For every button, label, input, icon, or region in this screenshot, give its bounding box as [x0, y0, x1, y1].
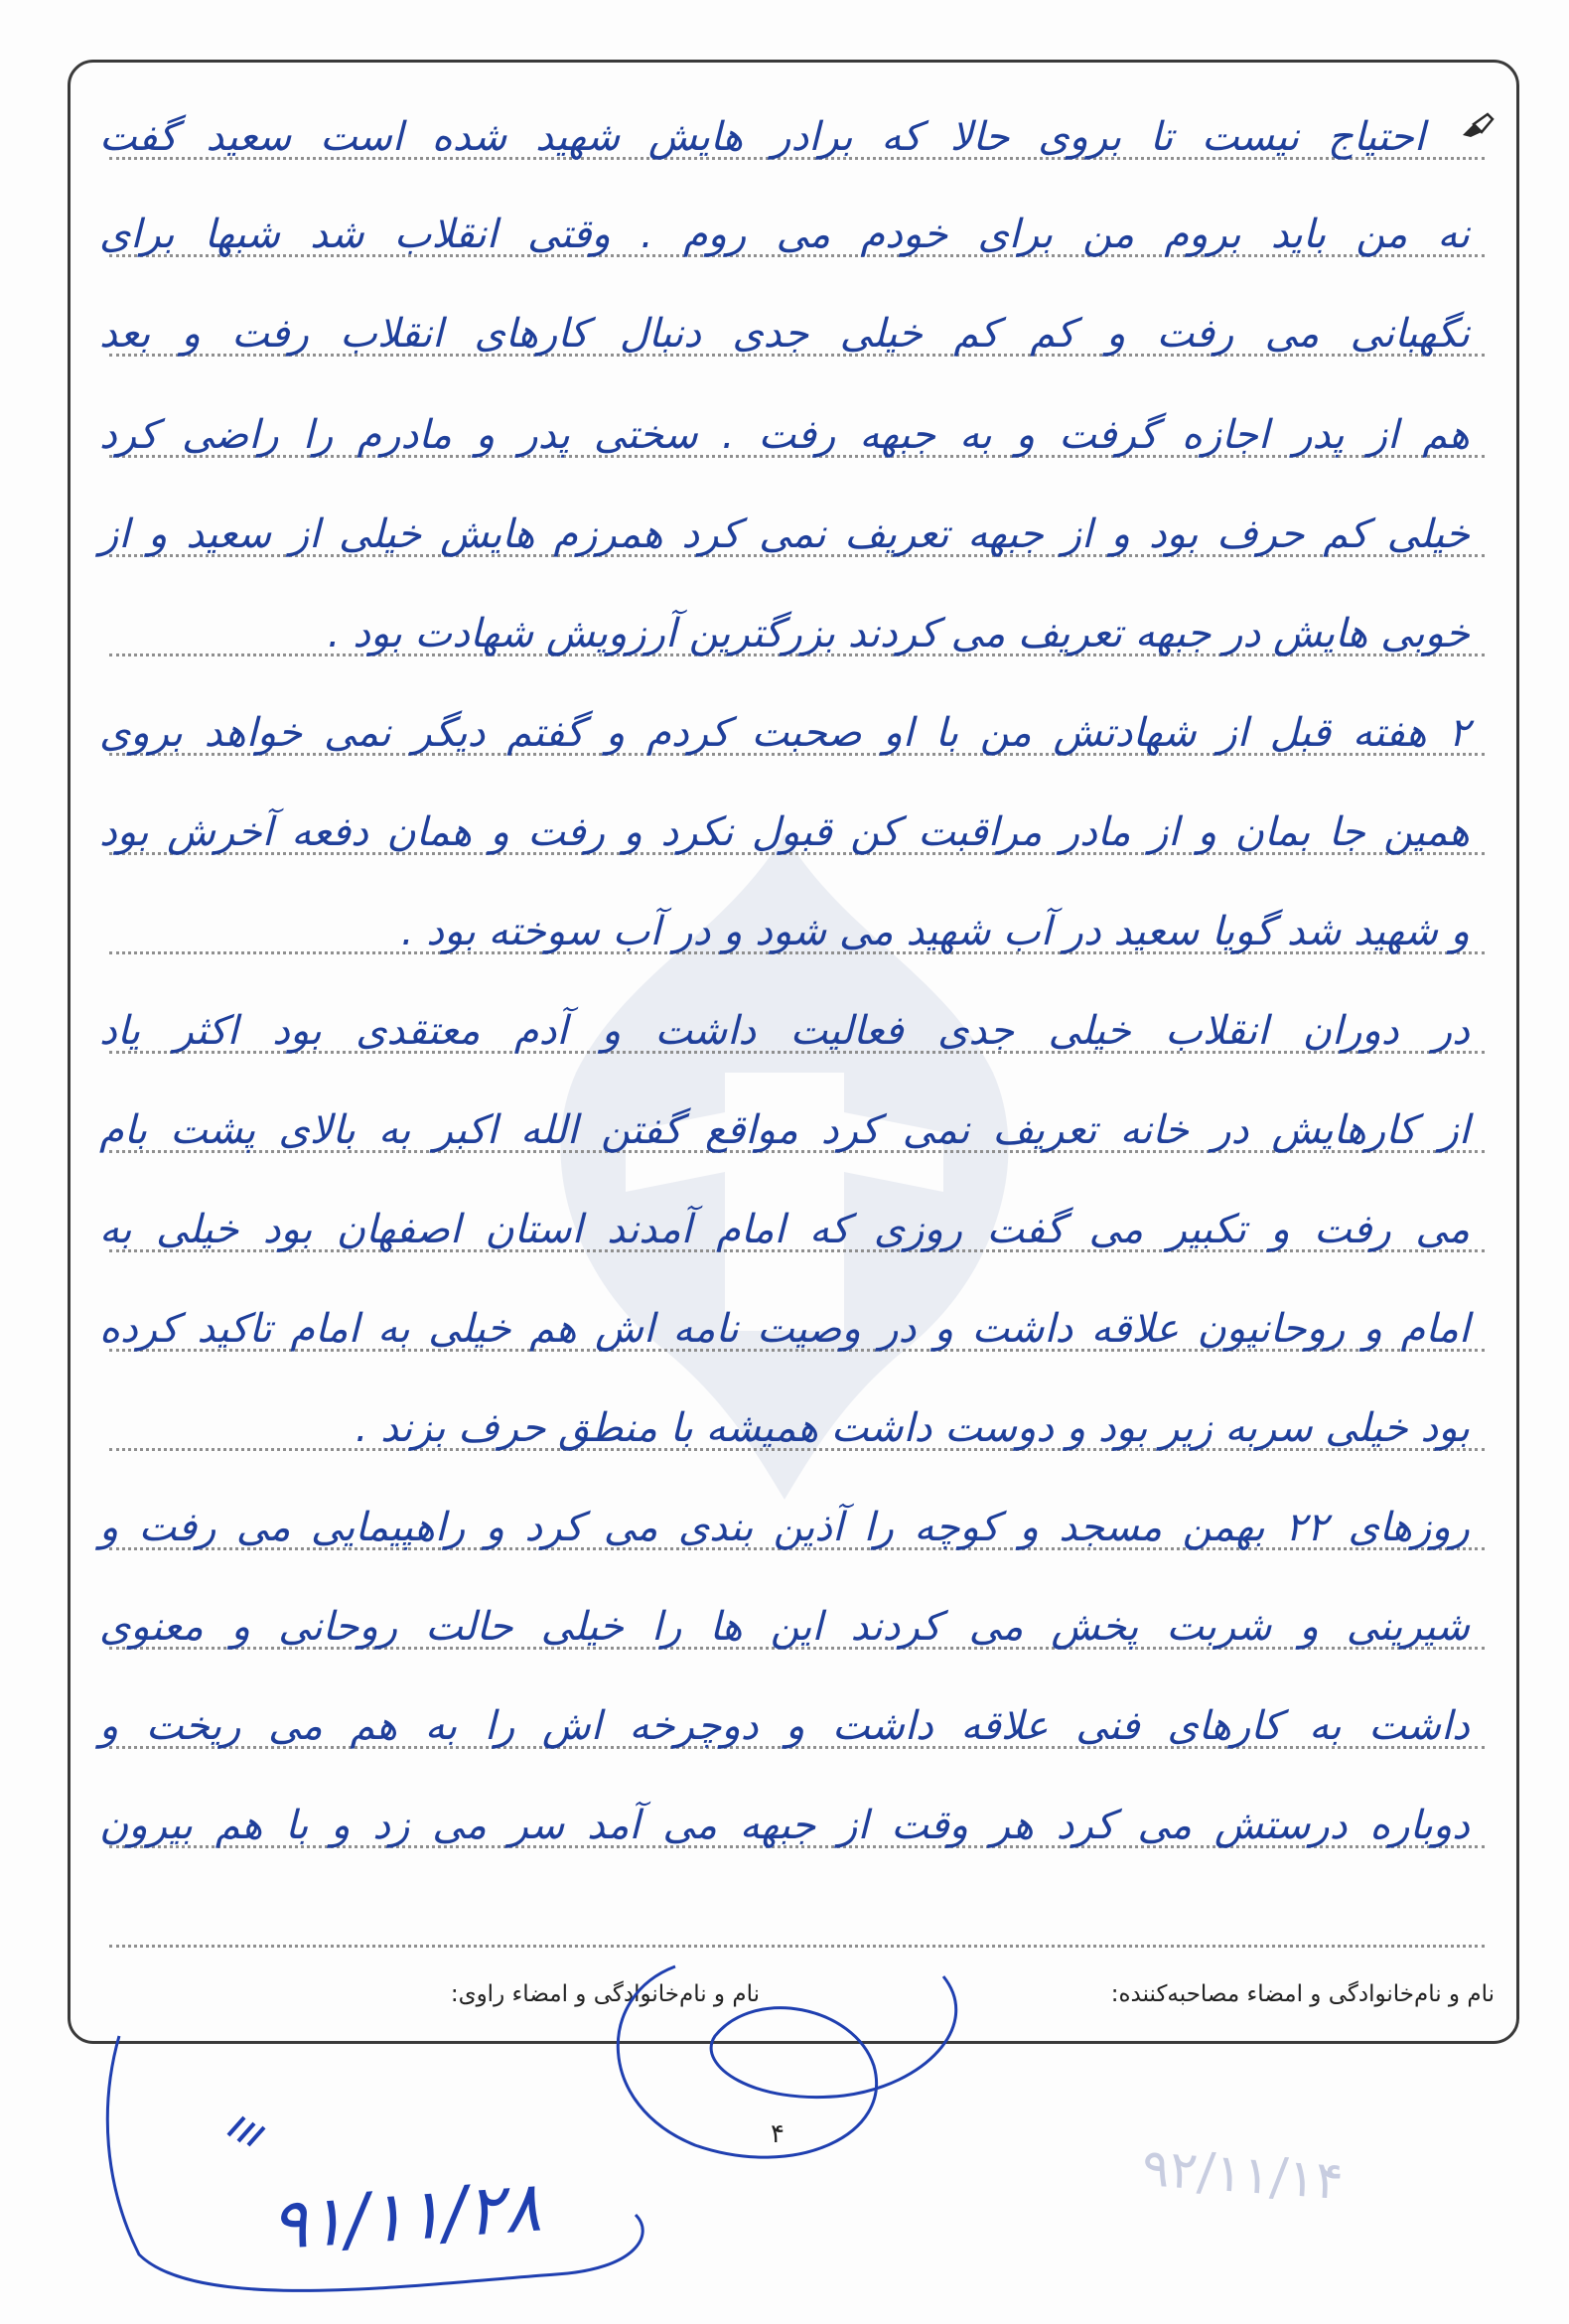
handwritten-line: احتیاج نیست تا بروی حالا که برادر هایش شهید شده است سعید گفت	[99, 114, 1425, 160]
handwritten-line: خوبی هایش در جبهه تعریف می کردند بزرگترین آرزویش شهادت بود .	[327, 611, 1470, 656]
handwritten-line: می رفت و تکبیر می گفت روزی که امام آمدند استان اصفهان بود خیلی به	[99, 1207, 1470, 1252]
handwritten-line: دوباره درستش می کرد هر وقت از جبهه می آمد سر می زد و با هم بیرون	[99, 1803, 1470, 1848]
narrator-signature-label: نام و نام‌خانوادگی و امضاء راوی:	[450, 1981, 760, 2007]
handwritten-line: از کارهایش در خانه تعریف نمی کرد مواقع گفتن الله اکبر به بالای پشت بام	[99, 1107, 1470, 1153]
handwritten-line: روزهای ۲۲ بهمن مسجد و کوچه را آذین بندی می کرد و راهپیمایی می رفت و	[99, 1505, 1470, 1550]
page-number: ۴	[771, 2119, 784, 2149]
handwritten-line: هم از پدر اجازه گرفت و به جبهه رفت . سختی پدر و مادرم را راضی کرد	[99, 412, 1470, 458]
handwritten-line: در دوران انقلاب خیلی جدی فعالیت داشت و آدم معتقدی بود اکثر یاد	[99, 1008, 1470, 1054]
pen-icon	[1460, 111, 1496, 139]
handwritten-date: ۹۱/۱۱/۲۸	[267, 2165, 544, 2266]
handwritten-line: خیلی کم حرف بود و از جبهه تعریف نمی کرد همرزم هایش خیلی از سعید و از	[99, 511, 1470, 557]
interviewer-signature-label: نام و نام‌خانوادگی و امضاء مصاحبه‌کننده:	[1110, 1981, 1495, 2007]
handwritten-line: و شهید شد گویا سعید در آب شهید می شود و در آب سوخته بود .	[400, 909, 1470, 954]
handwritten-line: امام و روحانیون علاقه داشت و در وصیت نامه اش هم خیلی به امام تاکید کرده	[99, 1306, 1470, 1352]
handwritten-line: نگهبانی می رفت و کم کم خیلی جدی دنبال کارهای انقلاب رفت و بعد	[99, 311, 1470, 357]
handwritten-line: ۲ هفته قبل از شهادتش من با او صحبت کردم و گفتم دیگر نمی خواهد بروی	[99, 710, 1470, 756]
dotted-rule	[109, 1945, 1485, 1948]
handwritten-line: بود خیلی سربه زیر بود و دوست داشت همیشه با منطق حرف بزند .	[355, 1405, 1470, 1451]
handwritten-line: داشت به کارهای فنی علاقه داشت و دوچرخه اش را به هم می ریخت و	[99, 1703, 1470, 1749]
handwritten-line: نه من باید بروم من برای خودم می روم . وقتی انقلاب شد شبها برای	[99, 212, 1470, 257]
handwritten-line: شیرینی و شربت پخش می کردند این ها را خیلی حالت روحانی و معنوی	[99, 1604, 1470, 1650]
handwritten-line: همین جا بمان و از مادر مراقبت کن قبول نکرد و رفت و همان دفعه آخرش بود	[99, 809, 1470, 855]
faint-stamp-date: ۹۲/۱۱/۱۴	[1140, 2138, 1346, 2212]
